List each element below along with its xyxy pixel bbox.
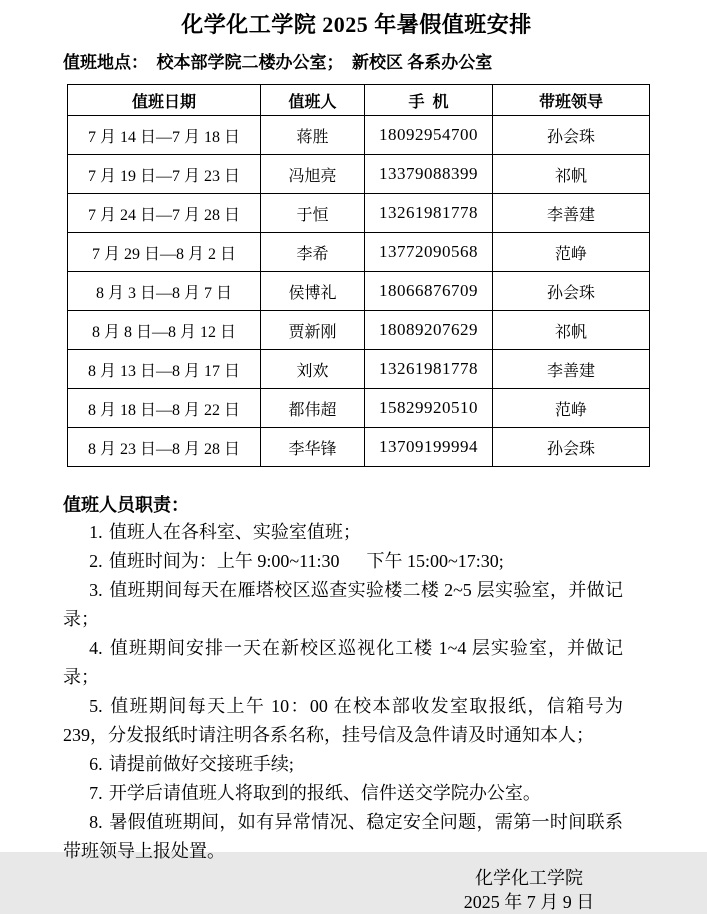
- page-title: 化学化工学院 2025 年暑假值班安排: [181, 12, 532, 37]
- duty-item-text: 值班人在各科室、实验室值班；: [108, 522, 361, 542]
- duty-schedule-table: [67, 84, 650, 467]
- duties-list: [63, 518, 628, 866]
- duty-date-cell: 7 月 19 日—7 月 23 日: [68, 155, 261, 194]
- duty-item: [63, 779, 623, 808]
- signature-org: 化学化工学院: [475, 868, 583, 888]
- duty-date-cell: 8 月 8 日—8 月 12 日: [68, 311, 261, 350]
- duty-person-cell: 刘欢: [261, 350, 365, 389]
- phone-cell: 18089207629: [365, 311, 493, 350]
- duty-date-cell: 7 月 24 日—7 月 28 日: [68, 194, 261, 233]
- duty-date-cell: 8 月 18 日—8 月 22 日: [68, 389, 261, 428]
- duty-item: [63, 808, 623, 866]
- duty-item-text: 开学后请值班人将取到的报纸、信件送交学院办公室。: [108, 783, 541, 803]
- duty-item-number: 5.: [89, 696, 103, 716]
- duty-date-cell: 8 月 13 日—8 月 17 日: [68, 350, 261, 389]
- duty-person-cell: 贾新刚: [261, 311, 365, 350]
- leader-cell: 祁帆: [493, 311, 650, 350]
- duty-person-cell: 李希: [261, 233, 365, 272]
- phone-cell: 13261981778: [365, 350, 493, 389]
- table-row: [68, 311, 650, 350]
- leader-cell: 李善建: [493, 350, 650, 389]
- duty-person-cell: 冯旭亮: [261, 155, 365, 194]
- leader-cell: 李善建: [493, 194, 650, 233]
- phone-cell: 13379088399: [365, 155, 493, 194]
- duty-location-line: 值班地点： 校本部学院二楼办公室； 新校区 各系办公室: [63, 53, 493, 72]
- column-header: 值班人: [261, 85, 365, 116]
- duty-item-number: 1.: [89, 522, 103, 542]
- signature-block: [404, 866, 654, 914]
- duty-item-text: 值班时间为：上午 9:00~11:30 下午 15:00~17:30;: [108, 551, 504, 571]
- duty-item-number: 4.: [89, 638, 103, 658]
- signature-date: 2025 年 7 月 9 日: [463, 892, 595, 912]
- phone-cell: 13261981778: [365, 194, 493, 233]
- column-header: 带班领导: [493, 85, 650, 116]
- duties-heading: 值班人员职责：: [63, 495, 189, 515]
- duty-item-text: 值班期间每天上午 10：00 在校本部收发室取报纸，信箱号为 239，分发报纸时请注明各系名称，挂号信及急件请及时通知本人；: [63, 696, 628, 745]
- duty-person-cell: 侯博礼: [261, 272, 365, 311]
- duty-item: [63, 750, 623, 779]
- table-row: [68, 272, 650, 311]
- duty-item: [63, 692, 628, 750]
- leader-cell: 孙会珠: [493, 428, 650, 467]
- table-header-row: [68, 85, 650, 116]
- table-row: [68, 389, 650, 428]
- duty-item-number: 8.: [89, 812, 103, 832]
- duty-date-cell: 7 月 14 日—7 月 18 日: [68, 116, 261, 155]
- table-row: [68, 194, 650, 233]
- duty-item-number: 2.: [89, 551, 103, 571]
- table-row: [68, 233, 650, 272]
- leader-cell: 孙会珠: [493, 116, 650, 155]
- duty-item: [63, 576, 623, 634]
- duty-date-cell: 8 月 23 日—8 月 28 日: [68, 428, 261, 467]
- phone-cell: 15829920510: [365, 389, 493, 428]
- phone-cell: 13709199994: [365, 428, 493, 467]
- duty-item: [63, 547, 623, 576]
- leader-cell: 范峥: [493, 389, 650, 428]
- duty-person-cell: 于恒: [261, 194, 365, 233]
- duty-person-cell: 蒋胜: [261, 116, 365, 155]
- column-header: 手 机: [365, 85, 493, 116]
- leader-cell: 孙会珠: [493, 272, 650, 311]
- duty-person-cell: 李华锋: [261, 428, 365, 467]
- duty-item-number: 7.: [89, 783, 103, 803]
- duty-date-cell: 7 月 29 日—8 月 2 日: [68, 233, 261, 272]
- table-row: [68, 155, 650, 194]
- duty-date-cell: 8 月 3 日—8 月 7 日: [68, 272, 261, 311]
- table-row: [68, 350, 650, 389]
- leader-cell: 范峥: [493, 233, 650, 272]
- duty-item-text: 值班期间安排一天在新校区巡视化工楼 1~4 层实验室，并做记录；: [63, 638, 623, 687]
- duty-item-text: 暑假值班期间，如有异常情况、稳定安全问题，需第一时间联系带班领导上报处置。: [63, 812, 623, 861]
- duty-item-number: 6.: [89, 754, 103, 774]
- leader-cell: 祁帆: [493, 155, 650, 194]
- table-body: [68, 116, 650, 467]
- duty-item-text: 值班期间每天在雁塔校区巡查实验楼二楼 2~5 层实验室，并做记录；: [63, 580, 623, 629]
- phone-cell: 18066876709: [365, 272, 493, 311]
- phone-cell: 18092954700: [365, 116, 493, 155]
- duty-person-cell: 都伟超: [261, 389, 365, 428]
- phone-cell: 13772090568: [365, 233, 493, 272]
- column-header: 值班日期: [68, 85, 261, 116]
- table-row: [68, 428, 650, 467]
- table-row: [68, 116, 650, 155]
- duty-item: [63, 634, 623, 692]
- duty-item: [63, 518, 623, 547]
- duty-item-text: 请提前做好交接班手续;: [108, 754, 294, 774]
- duty-item-number: 3.: [89, 580, 103, 600]
